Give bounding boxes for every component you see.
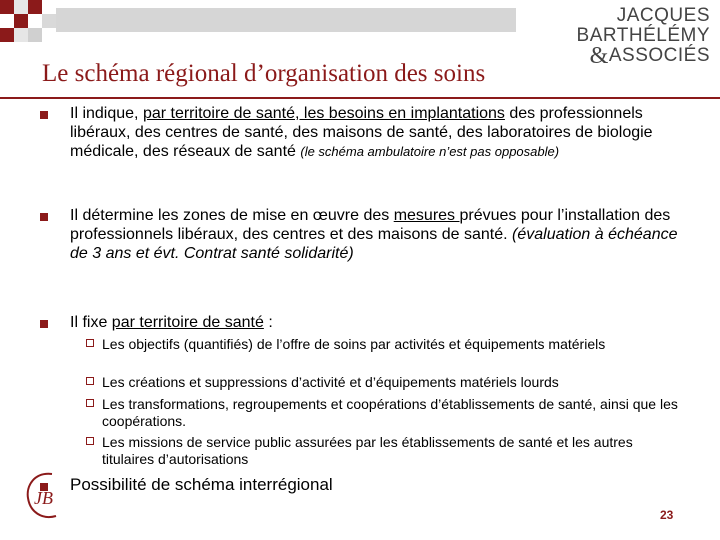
slide-title: Le schéma régional d’organisation des soins — [42, 60, 486, 87]
svg-text:JB: JB — [34, 488, 53, 508]
checkbox-bullet-icon — [86, 399, 94, 407]
sub-item: Les missions de service public assurées par les établissements de santé et les autres titulaires d’autorisations — [86, 434, 686, 468]
bullet-paragraph-2: Il détermine les zones de mise en œuvre des mesures prévues pour l’installation des professionnels libéraux, des centres et des maisons de santé. (évaluation à échéance de 3 ans et évt. Contrat santé solidarité) — [70, 207, 678, 262]
sub-item: Les transformations, regroupements et coopérations d’établissements de santé, ainsi que les coopérations. — [86, 396, 686, 430]
checkbox-bullet-icon — [86, 377, 94, 385]
bullet-note: (évaluation à échéance de 3 ans et évt. Contrat santé solidarité) — [70, 226, 678, 262]
bullet-paragraph-1: Il indique, par territoire de santé, les besoins en implantations des professionnels libéraux, des centres de santé, des maisons de santé, des laboratoires de biologie médicale, des réseaux de santé (le schéma ambulatoire n’est pas opposable) — [70, 105, 653, 160]
checkbox-bullet-icon — [86, 339, 94, 347]
jb-seal-logo — [22, 468, 64, 522]
brand-ampersand: & — [589, 43, 609, 69]
brand-logo — [510, 5, 710, 69]
bullet-note: (le schéma ambulatoire n’est pas opposable) — [300, 144, 560, 159]
bullet-marker — [40, 320, 48, 328]
bullet-paragraph-4: Possibilité de schéma interrégional — [70, 475, 333, 494]
bullet-marker — [40, 111, 48, 119]
checkbox-bullet-icon — [86, 437, 94, 445]
brand-associes: ASSOCIÉS — [608, 45, 710, 66]
sub-item: Les objectifs (quantifiés) de l’offre de soins par activités et équipements matériels — [86, 336, 686, 353]
brand-name: JACQUES BARTHÉLÉMY — [576, 5, 710, 46]
title-divider — [0, 97, 720, 99]
bullet-marker — [40, 213, 48, 221]
bullet-paragraph-3: Il fixe par territoire de santé : — [70, 314, 273, 331]
sub-item: Les créations et suppressions d’activité et d’équipements matériels lourds — [86, 374, 686, 391]
page-number: 23 — [660, 508, 674, 522]
